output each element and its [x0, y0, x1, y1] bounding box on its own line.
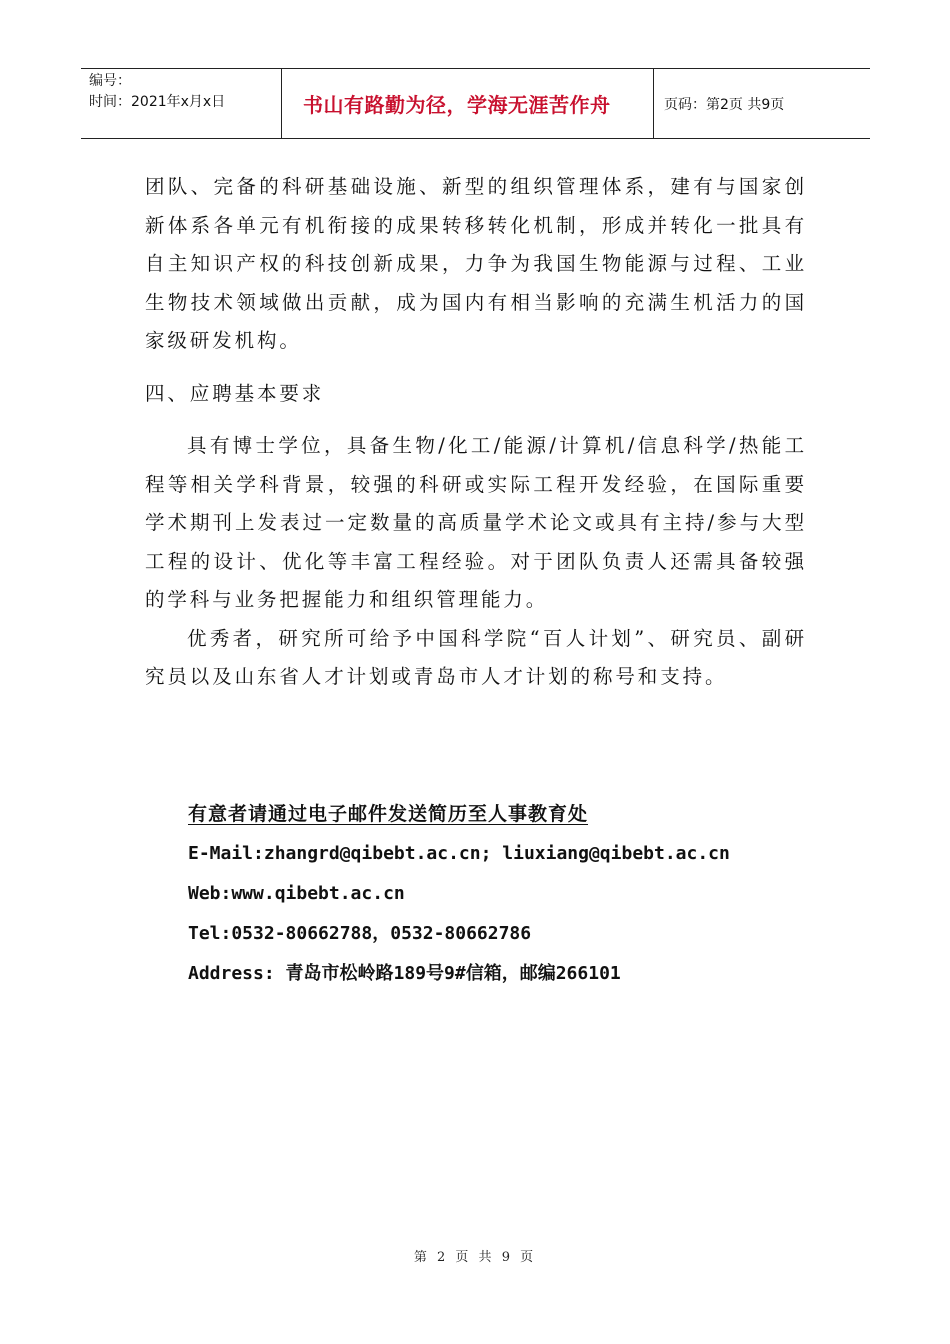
- header-motto-cell: [281, 69, 654, 138]
- document-body: [145, 168, 807, 697]
- header-meta: [81, 69, 281, 138]
- section-heading: 四、应聘基本要求: [145, 381, 325, 405]
- paragraph-support: 优秀者，研究所可给予中国科学院“百人计划”、研究员、副研究员以及山东省人才计划或青岛市人才计划的称号和支持。: [145, 626, 807, 688]
- contact-tel: Tel:0532-80662788，0532-80662786: [188, 923, 532, 944]
- contact-web: Web:www.qibebt.ac.cn: [188, 883, 405, 904]
- paragraph-continued: 团队、完备的科研基础设施、新型的组织管理体系，建有与国家创新体系各单元有机衔接的成果转移转化机制，形成并转化一批具有自主知识产权的科技创新成果，力争为我国生物能源与过程、工业生物技术领域做出贡献，成为国内有相当影响的充满生机活力的国家级研发机构。: [145, 175, 807, 352]
- document-header: [81, 68, 870, 139]
- contact-title: 有意者请通过电子邮件发送简历至人事教育处: [188, 803, 589, 825]
- document-number-label: 编号：: [89, 73, 131, 89]
- contact-block: [188, 794, 848, 994]
- contact-email: E-Mail:zhangrd@qibebt.ac.cn; liuxiang@qibebt.ac.cn: [188, 843, 730, 864]
- header-page-info: 页码：第2页 共9页: [664, 96, 785, 113]
- document-date: 时间：2021年x月x日: [89, 94, 226, 110]
- contact-address: Address: 青岛市松岭路189号9#信箱，邮编266101: [188, 963, 621, 984]
- header-motto: 书山有路勤为径，学海无涯苦作舟: [303, 93, 611, 117]
- page-footer: 第 2 页 共 9 页: [413, 1250, 537, 1265]
- paragraph-requirements: 具有博士学位，具备生物/化工/能源/计算机/信息科学/热能工程等相关学科背景，较强的科研或实际工程开发经验，在国际重要学术期刊上发表过一定数量的高质量学术论文或具有主持/参与大型工程的设计、优化等丰富工程经验。对于团队负责人还需具备较强的学科与业务把握能力和组织管理能力。: [145, 434, 807, 611]
